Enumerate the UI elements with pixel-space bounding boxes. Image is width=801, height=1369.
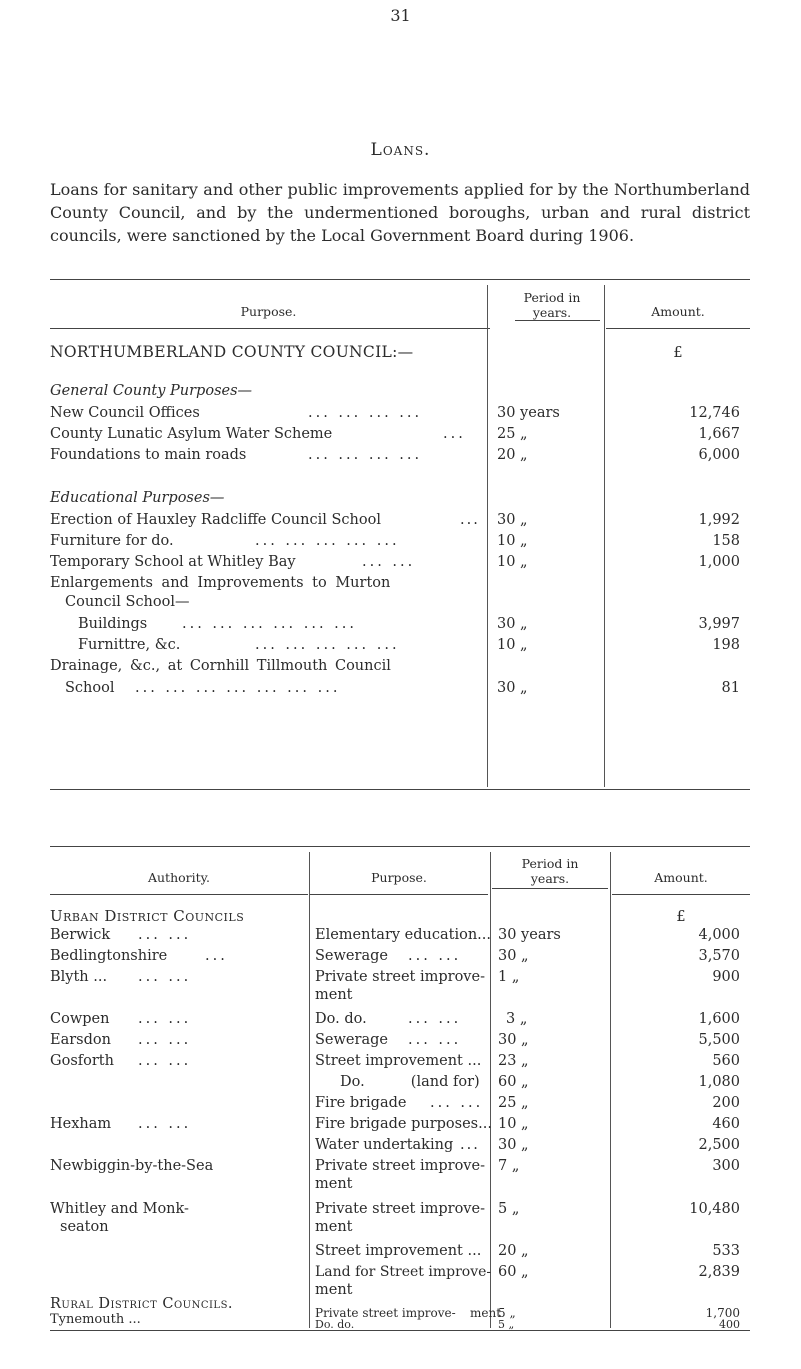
table1-header-rule-period — [515, 320, 600, 321]
table2-row-period: 23 „ — [498, 1053, 529, 1069]
table2-urban-heading: Urban District Councils — [50, 907, 245, 925]
table1-header-period: Period in years. — [523, 290, 581, 320]
table2-row-amount: 1,080 — [698, 1074, 740, 1090]
table2-row-purpose-cont: ment — [315, 987, 353, 1003]
table2-divider-1 — [309, 852, 310, 1328]
table2-row-period: 30 „ — [498, 948, 529, 964]
table2-row-period: 3 „ — [506, 1011, 528, 1027]
table2-row-amount: 460 — [712, 1116, 740, 1132]
table2-row-authority: Blyth ... — [50, 969, 108, 985]
leader-dots: ... ... ... ... ... — [255, 533, 400, 549]
leader-dots: ... — [205, 948, 228, 964]
table2-row-purpose: Street improvement ... — [315, 1243, 482, 1259]
table2-row-purpose: Sewerage — [315, 948, 388, 964]
table2-row-purpose: Water undertaking — [315, 1137, 454, 1153]
leader-dots: ... ... ... ... ... ... ... — [135, 680, 341, 696]
table1-divider-2 — [604, 285, 605, 787]
table2-row-period: 30 „ — [498, 1137, 529, 1153]
table1-row-period: 30 years — [497, 405, 560, 421]
table1-row-amount: 1,667 — [698, 426, 740, 442]
table2-row-authority: Tynemouth ... — [50, 1312, 141, 1327]
leader-dots: ... ... — [138, 1116, 192, 1132]
table2-row-period: 5 „ — [498, 1201, 520, 1217]
table1-currency: £ — [673, 345, 683, 361]
leader-dots: ... ... — [138, 1053, 192, 1069]
table2-header-authority: Authority. — [147, 870, 211, 885]
table1-header-rule-amount — [606, 328, 750, 329]
table2-row-authority: Cowpen — [50, 1011, 110, 1027]
table2-row-authority: Berwick — [50, 927, 111, 943]
table1-row-amount: 1,000 — [698, 554, 740, 570]
table2-row-amount: 2,839 — [698, 1264, 740, 1280]
table2-row-purpose: Do. (land for) — [340, 1074, 480, 1090]
table2-row-amount: 200 — [712, 1095, 740, 1111]
table1-row-period: 10 „ — [497, 554, 528, 570]
table2-row-period: 7 „ — [498, 1158, 520, 1174]
table2-row-period: 60 „ — [498, 1264, 529, 1280]
leader-dots: ... ... — [408, 1032, 462, 1048]
leader-dots: ... ... ... ... ... ... — [182, 616, 358, 632]
table2-header-amount: Amount. — [654, 870, 708, 885]
table1-row-amount: 81 — [721, 680, 740, 696]
leader-dots: ... — [443, 426, 466, 442]
table2-row-amount: 10,480 — [689, 1201, 740, 1217]
table2-row-amount: 900 — [712, 969, 740, 985]
table1-row-period: 30 „ — [497, 616, 528, 632]
table1-header-purpose: Purpose. — [240, 304, 297, 319]
table2-row-purpose-cont: ment — [315, 1219, 353, 1235]
table2-row-purpose: Private street improve- — [315, 1201, 485, 1217]
table2-row-purpose: Sewerage — [315, 1032, 388, 1048]
leader-dots: ... ... — [408, 948, 462, 964]
table2-row-amount: 560 — [712, 1053, 740, 1069]
table2-row-amount: 4,000 — [698, 927, 740, 943]
table2-row-purpose: Private street improve- — [315, 969, 485, 985]
table2-row-period: 5 „ — [498, 1318, 515, 1331]
table2-top-rule — [50, 846, 750, 847]
table2-row-authority: Earsdon — [50, 1032, 111, 1048]
table2-header-rule-purpose — [310, 894, 488, 895]
table2-header-rule-amount — [612, 894, 750, 895]
table1-row-purpose: Foundations to main roads — [50, 447, 247, 463]
table2-row-period: 5 „ — [498, 1306, 516, 1320]
leader-dots: ... ... — [430, 1095, 484, 1111]
table2-row-purpose-cont: ment — [315, 1176, 353, 1192]
table2-row-amount: 5,500 — [698, 1032, 740, 1048]
leader-dots: ... ... — [408, 1011, 462, 1027]
leader-dots: ... ... — [362, 554, 416, 570]
table1-row-purpose: Buildings — [78, 616, 148, 632]
table1-top-rule — [50, 279, 750, 280]
table2-row-purpose: Land for Street improve- — [315, 1264, 492, 1280]
table2-row-authority: Newbiggin-by-the-Sea — [50, 1158, 214, 1174]
page-heading: Loans. — [370, 140, 431, 160]
table1-row-period: 25 „ — [497, 426, 528, 442]
table2-divider-2 — [490, 852, 491, 1328]
table1-row-amount: 198 — [712, 637, 740, 653]
table2-row-period: 30 „ — [498, 1032, 529, 1048]
table1-divider-1 — [487, 285, 488, 787]
table2-row-period: 60 „ — [498, 1074, 529, 1090]
table2-header-rule-period — [492, 888, 608, 889]
leader-dots: ... ... — [138, 927, 192, 943]
table2-row-authority: Bedlingtonshire — [50, 948, 168, 964]
leader-dots: ... ... ... ... — [308, 405, 423, 421]
table2-row-authority: Hexham — [50, 1116, 112, 1132]
table2-row-period: 1 „ — [498, 969, 520, 985]
leader-dots: ... ... ... ... ... — [255, 637, 400, 653]
table2-row-amount: 3,570 — [698, 948, 740, 964]
table1-row-purpose: Furniture for do. — [50, 533, 174, 549]
table2-row-amount: 300 — [712, 1158, 740, 1174]
table2-rural-heading: Rural District Councils. — [50, 1296, 234, 1312]
table2-row-purpose: Do. do. — [315, 1318, 355, 1331]
table1-header-amount: Amount. — [651, 304, 705, 319]
table1-row-purpose: County Lunatic Asylum Water Scheme — [50, 426, 333, 442]
leader-dots: ... ... — [138, 1032, 192, 1048]
table1-section-title: NORTHUMBERLAND COUNTY COUNCIL:— — [50, 343, 414, 361]
table1-header-rule-purpose — [50, 328, 490, 329]
intro-paragraph: Loans for sanitary and other public improvements applied for by the Northumberland County Council, and by the undermentioned boroughs, urban and rural district councils, were sanctioned by the Local Government Board during 1906. — [50, 180, 750, 245]
table2-row-purpose: Private street improve- — [315, 1158, 485, 1174]
table2-row-period: 10 „ — [498, 1116, 529, 1132]
table1-row-amount: 6,000 — [698, 447, 740, 463]
table2-currency: £ — [676, 909, 686, 925]
table1-row-purpose: School — [65, 680, 115, 696]
table1-row-amount: 158 — [712, 533, 740, 549]
table2-row-authority: Gosforth — [50, 1053, 114, 1069]
table2-row-purpose: Elementary education... — [315, 927, 492, 943]
table2-row-amount: 1,600 — [698, 1011, 740, 1027]
table2-row-authority: Whitley and Monk- — [50, 1201, 189, 1217]
table2-row-purpose: Do. do. — [315, 1011, 367, 1027]
table1-bottom-rule — [50, 789, 750, 790]
leader-dots: ... — [460, 1137, 480, 1153]
table2-row-period: 30 years — [498, 927, 561, 943]
table2-row-purpose-cont: ment — [470, 1306, 502, 1320]
table1-row-period: 10 „ — [497, 533, 528, 549]
table1-row-period: 20 „ — [497, 447, 528, 463]
leader-dots: ... ... — [138, 969, 192, 985]
table2-row-amount: 2,500 — [698, 1137, 740, 1153]
table1-row-purpose: New Council Offices — [50, 405, 200, 421]
table1-row-purpose: Temporary School at Whitley Bay — [50, 554, 296, 570]
table2-header-rule-authority — [50, 894, 308, 895]
table2-row-purpose-cont: ment — [315, 1282, 353, 1298]
table2-row-period: 20 „ — [498, 1243, 529, 1259]
table1-row-amount: 12,746 — [689, 405, 740, 421]
table1-row-amount: 1,992 — [698, 512, 740, 528]
table1-row-amount: 3,997 — [698, 616, 740, 632]
table2-row-purpose: Street improvement ... — [315, 1053, 482, 1069]
table1-row-purpose: Council School— — [65, 594, 190, 610]
table2-row-amount: 533 — [712, 1243, 740, 1259]
leader-dots: ... — [460, 512, 480, 528]
table2-row-amount: 1,700 — [705, 1306, 740, 1320]
table2-row-period: 25 „ — [498, 1095, 529, 1111]
table1-row-purpose: Drainage, &c., at Cornhill Tillmouth Council — [50, 658, 391, 674]
table2-row-purpose: Fire brigade — [315, 1095, 407, 1111]
table2-row-amount: 400 — [719, 1318, 740, 1331]
page-number: 31 — [390, 6, 411, 25]
table1-row-purpose: Erection of Hauxley Radcliffe Council School — [50, 512, 381, 528]
table2-header-purpose: Purpose. — [371, 870, 427, 885]
table1-row-period: 10 „ — [497, 637, 528, 653]
table2-divider-3 — [610, 852, 611, 1328]
table1-row-purpose: Enlargements and Improvements to Murton — [50, 575, 391, 591]
leader-dots: ... ... ... ... — [308, 447, 423, 463]
table2-row-purpose: Fire brigade purposes... — [315, 1116, 492, 1132]
table2-row-authority-cont: seaton — [60, 1219, 109, 1235]
table2-header-period: Period in years. — [521, 856, 579, 886]
table1-educational-heading: Educational Purposes— — [50, 490, 225, 506]
table1-row-period: 30 „ — [497, 512, 528, 528]
table2-row-purpose: Private street improve- — [315, 1306, 456, 1320]
table1-row-purpose: Furnittre, &c. — [78, 637, 181, 653]
leader-dots: ... ... — [138, 1011, 192, 1027]
table1-row-period: 30 „ — [497, 680, 528, 696]
table1-general-heading: General County Purposes— — [50, 383, 253, 399]
